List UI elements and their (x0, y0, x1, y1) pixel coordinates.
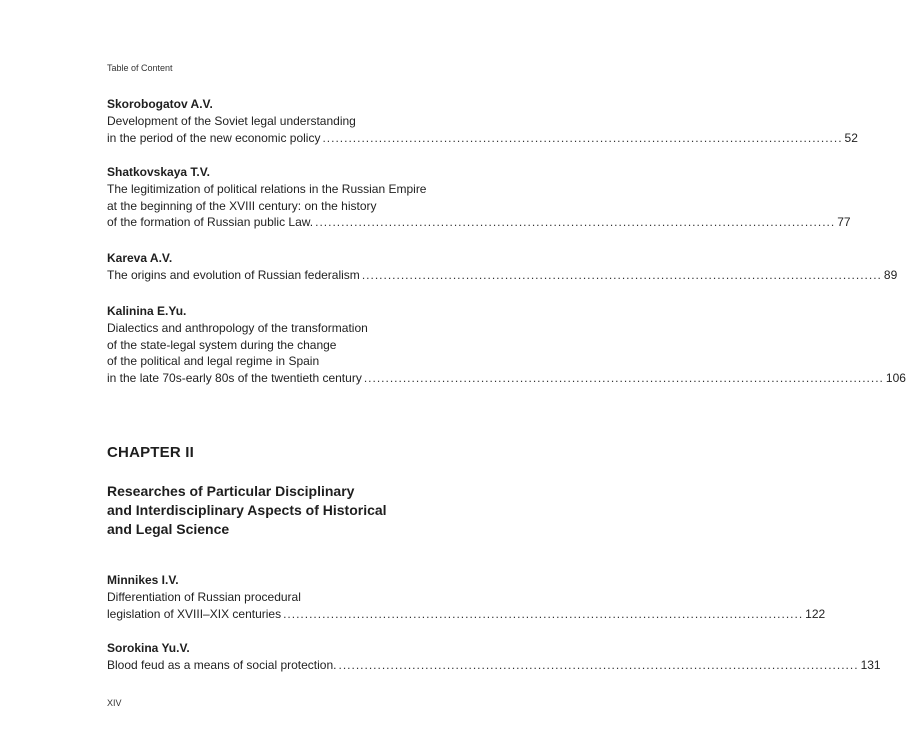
entry-title-last-line (107, 370, 906, 387)
toc-entry-sorokina (107, 640, 881, 674)
chapter-subtitle-line: and Legal Science (107, 521, 230, 537)
chapter-subtitle-line: and Interdisciplinary Aspects of Historical (107, 502, 387, 518)
dot-leader: ........................................................................................................................ (283, 606, 804, 621)
entry-title-last-line (107, 606, 826, 623)
dot-leader: ........................................................................................................................ (338, 658, 859, 672)
entry-page-number: 131 (860, 658, 881, 672)
entry-title-line: of the political and legal regime in Spain (107, 354, 320, 368)
chapter-subtitle (107, 482, 507, 539)
toc-entry-kareva (107, 250, 898, 284)
toc-entry-skorobogatov (107, 96, 858, 146)
entry-title-line: Blood feud as a means of social protection. (107, 658, 337, 672)
entry-author: Kalinina E.Yu. (107, 304, 187, 318)
entry-author: Sorokina Yu.V. (107, 641, 190, 655)
entry-page-number: 52 (844, 130, 858, 145)
dot-leader: ........................................................................................................................ (322, 130, 843, 145)
entry-title-line: in the late 70s-early 80s of the twentieth century (107, 370, 362, 385)
entry-title-last-line (107, 267, 898, 284)
entry-author: Kareva A.V. (107, 251, 173, 265)
entry-page-number: 77 (837, 215, 851, 229)
running-head: Table of Content (107, 63, 173, 73)
entry-title-line: of the state-legal system during the change (107, 337, 337, 352)
entry-title-line: The legitimization of political relations in the Russian Empire (107, 182, 427, 196)
entry-title-line: at the beginning of the XVIII century: on the history (107, 198, 377, 213)
entry-author: Skorobogatov A.V. (107, 97, 213, 111)
entry-page-number: 89 (883, 268, 898, 282)
entry-title-line: Development of the Soviet legal understanding (107, 114, 356, 128)
entry-title-line: in the period of the new economic policy (107, 130, 321, 145)
toc-entry-minnikes (107, 572, 826, 622)
page-folio: XIV (107, 698, 122, 708)
entry-page-number: 106 (885, 370, 906, 385)
entry-title-line: Differentiation of Russian procedural (107, 590, 301, 604)
dot-leader: ........................................................................................................................ (361, 268, 882, 282)
chapter-subtitle-line: Researches of Particular Disciplinary (107, 483, 355, 499)
entry-title-line: of the formation of Russian public Law. (107, 215, 314, 229)
entry-title-last-line (107, 214, 851, 231)
toc-entry-kalinina (107, 303, 906, 386)
entry-title-line: Dialectics and anthropology of the transformation (107, 321, 368, 335)
dot-leader: ........................................................................................................................ (363, 370, 884, 385)
entry-author: Minnikes I.V. (107, 573, 179, 587)
entry-title-line: legislation of XVIII–XIX centuries (107, 606, 282, 621)
toc-entry-shatkovskaya (107, 164, 851, 231)
entry-author: Shatkovskaya T.V. (107, 165, 210, 179)
entry-title-last-line (107, 657, 881, 674)
entry-title-last-line (107, 130, 858, 147)
dot-leader: ........................................................................................................................ (315, 215, 836, 229)
entry-page-number: 122 (805, 606, 826, 621)
chapter-heading: CHAPTER II (107, 444, 195, 461)
entry-title-line: The origins and evolution of Russian federalism (107, 268, 360, 282)
